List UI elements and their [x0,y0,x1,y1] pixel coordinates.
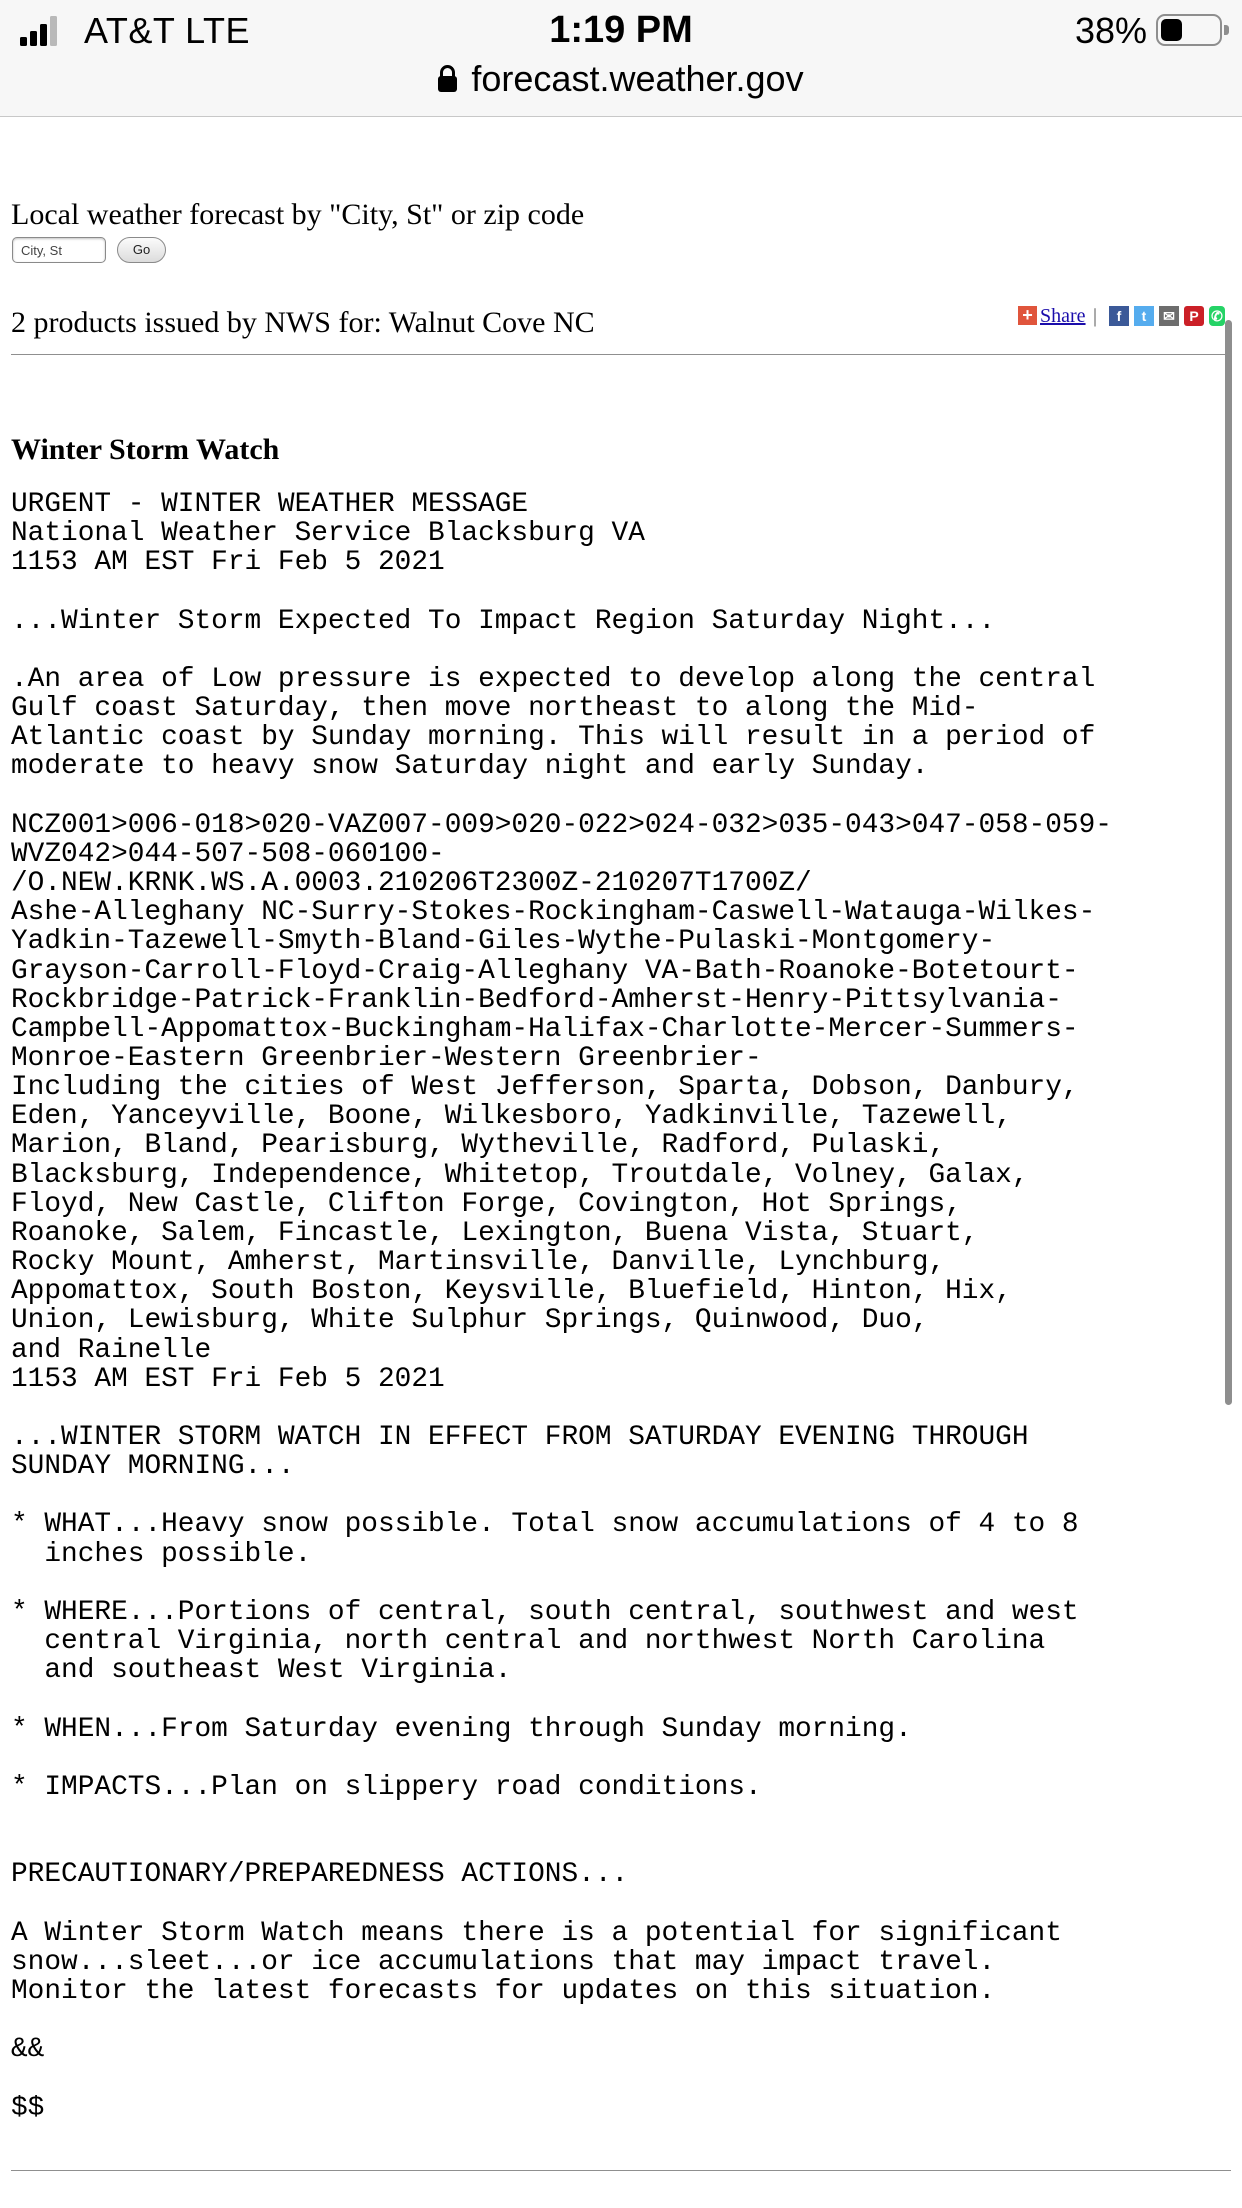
battery-percent: 38% [1074,10,1147,51]
url-text: forecast.weather.gov [471,58,804,99]
address-bar[interactable] [0,56,1242,102]
pinterest-icon[interactable]: P [1184,306,1204,326]
email-icon[interactable]: ✉ [1159,306,1179,326]
carrier-label: AT&T LTE [84,10,251,51]
status-time: 1:19 PM [549,9,693,51]
page-content [0,118,1242,2208]
lock-icon [438,76,457,92]
divider-bottom [11,2170,1231,2171]
twitter-icon[interactable]: t [1134,306,1154,326]
share-link[interactable]: Share [1040,305,1086,327]
battery-icon [1156,14,1222,46]
product-bulletin-text: URGENT - WINTER WEATHER MESSAGE National Weather Service Blacksburg VA 1153 AM EST Fri Feb 5 2021 ...Winter Storm Expected To Impact Region Saturday Night... .An area of Low pressure is expected to develop along the central Gulf coast Saturday, then move northeast to along the Mid- Atlantic coast by Sunday morning. This will result in a period of moderate to heavy snow Saturday night and early Sunday. NCZ001>006-018>020-VAZ007-009>020-022>024-032>035-043>047-058-059- WVZ042>044-507-508-060100- /O.NEW.KRNK.WS.A.0003.210206T2300Z-210207T1700Z/ Ashe-Alleghany NC-Surry-Stokes-Rockingham-Caswell-Watauga-Wilkes- Yadkin-Tazewell-Smyth-Bland-Giles-Wythe-Pulaski-Montgomery- Grayson-Carroll-Floyd-Craig-Alleghany VA-Bath-Roanoke-Botetourt- Rockbridge-Patrick-Franklin-Bedford-Amherst-Henry-Pittsylvania- Campbell-Appomattox-Buckingham-Halifax-Charlotte-Mercer-Summers- Monroe-Eastern Greenbrier-Western Greenbrier- Including the cities of West Jefferson, Sparta, Dobson, Danbury, Eden, Yanceyville, Boone, Wilkesboro, Yadkinville, Tazewell, Marion, Bland, Pearisburg, Wytheville, Radford, Pulaski, Blacksburg, Independence, Whitetop, Troutdale, Volney, Galax, Floyd, New Castle, Clifton Forge, Covington, Hot Springs, Roanoke, Salem, Fincastle, Lexington, Buena Vista, Stuart, Rocky Mount, Amherst, Martinsville, Danville, Lynchburg, Appomattox, South Boston, Keysville, Bluefield, Hinton, Hix, Union, Lewisburg, White Sulphur Springs, Quinwood, Duo, and Rainelle 1153 AM EST Fri Feb 5 2021 ...WINTER STORM WATCH IN EFFECT FROM SATURDAY EVENING THROUGH SUNDAY MORNING... * WHAT...Heavy snow possible. Total snow accumulations of 4 to 8 inches possible. * WHERE...Portions of central, south central, southwest and west central Virginia, north central and northwest North Carolina and southeast West Virginia. * WHEN...From Saturday evening through Sunday morning. * IMPACTS...Plan on slippery road conditions. PRECAUTIONARY/PREPAREDNESS ACTIONS... A Winter Storm Watch means there is a potential for significant snow...sleet...or ice accumulations that may impact travel. Monitor the latest forecasts for updates on this situation. && $$ [11,489,1112,2124]
share-separator: | [1093,305,1098,327]
product-title: Winter Storm Watch [11,433,280,466]
go-button[interactable]: Go [117,237,166,263]
whatsapp-icon[interactable]: ✆ [1209,306,1225,326]
status-bar [0,0,1242,117]
share-plus-icon[interactable]: + [1018,306,1037,325]
page-scrollbar[interactable] [1225,320,1232,1405]
products-heading: 2 products issued by NWS for: Walnut Cove NC [11,306,595,339]
search-heading: Local weather forecast by "City, St" or zip code [11,198,585,231]
facebook-icon[interactable]: f [1109,306,1129,326]
city-search-input[interactable] [12,237,106,263]
divider-top [11,354,1231,355]
